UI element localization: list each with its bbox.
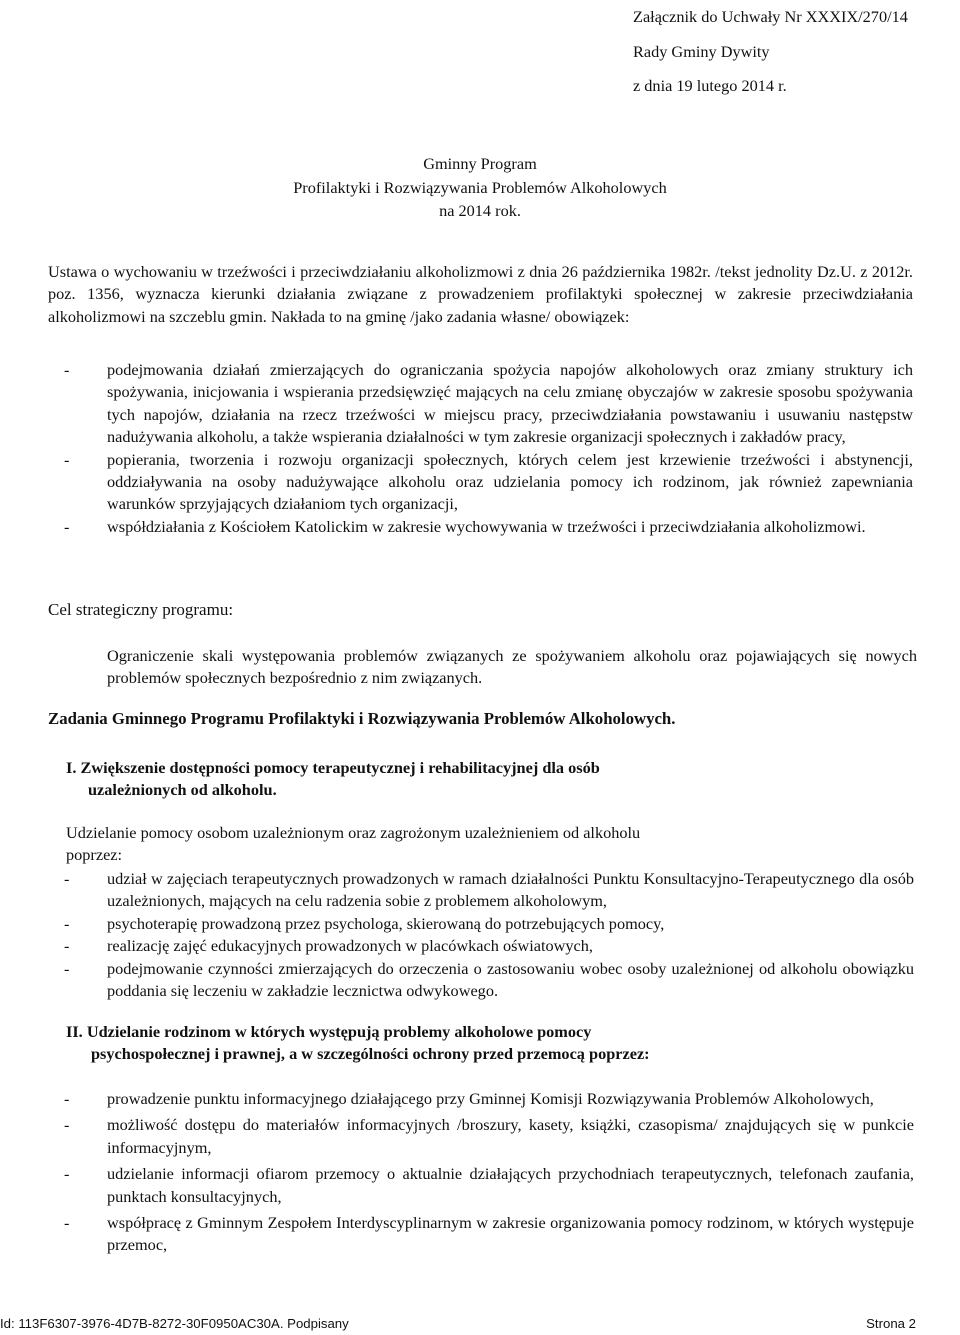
list-item [48,868,914,913]
dash-marker: - [64,913,70,933]
list-item-text: współpracę z Gminnym Zespołem Interdyscyplinarnym w zakresie organizowania pomocy rodzinom, w których występuje przemoc, [107,1213,914,1255]
section-2-heading-line-1: II. Udzielanie rodzinom w których występują problemy alkoholowe pomocy [66,1022,592,1041]
section-1-heading-line-1: I. Zwiększenie dostępności pomocy terapeutycznej i rehabilitacyjnej dla osób [66,758,600,777]
list-item-text: udział w zajęciach terapeutycznych prowadzonych w ramach działalności Punktu Konsultacyjno-Terapeutycznego dla osób uzależnionych, mających na celu radzenia sobie z problemem alkoholowym, [107,869,914,911]
section-1-intro [66,822,916,867]
program-title [0,152,960,223]
title-line-3: na 2014 rok. [439,201,521,220]
section-1-heading-line-2: uzależnionych od alkoholu. [88,780,277,800]
dash-marker: - [64,1213,70,1233]
list-item [48,1163,914,1208]
list-item [48,1088,914,1110]
dash-marker: - [64,936,70,956]
intro-paragraph [48,261,913,328]
list-item-text: podejmowanie czynności zmierzających do orzeczenia o zastosowaniu wobec osoby uzależnionej od alkoholu obowiązku poddania się leczeniu w zakładzie lecznictwa odwykowego. [107,958,914,1001]
dash-marker: - [64,449,70,469]
section-1-list [48,868,914,1002]
attachment-header [633,0,953,104]
list-item-text: współdziałania z Kościołem Katolickim w zakresie wychowywania w trzeźwości i przeciwdziałania alkoholizmowi. [107,516,866,536]
list-item-text: prowadzenie punktu informacyjnego działającego przy Gminnej Komisji Rozwiązywania Problemów Alkoholowych, [107,1089,874,1108]
title-line-2: Profilaktyki i Rozwiązywania Problemów Alkoholowych [293,177,667,197]
header-line-council: Rady Gminy Dywity [633,41,770,61]
list-item [48,958,914,1003]
list-item [48,1212,914,1257]
dash-marker: - [64,958,70,978]
strategic-goal-heading: Cel strategiczny programu: [48,600,234,619]
tasks-heading: Zadania Gminnego Programu Profilaktyki i Rozwiązywania Problemów Alkoholowych. [48,709,676,728]
list-item-text: udzielanie informacji ofiarom przemocy o aktualnie działających przychodniach terapeutycznych, telefonach zaufania, punktach konsultacyjnych, [107,1164,914,1206]
section-1-heading [66,757,866,802]
intro-text: Ustawa o wychowaniu w trzeźwości i przeciwdziałaniu alkoholizmowi z dnia 26 października 1982r. /tekst jednolity Dz.U. z 2012r. poz. 1356, wyznacza kierunki działania związane z prowadzeniem profilaktyki społecznej w zakresie przeciwdziałania alkoholizmowi na szczeblu gmin. Nakłada to na gminę /jako zadania własne/ obowiązek: [48,262,913,326]
page-number: Strona 2 [866,1316,916,1331]
list-item-text: psychoterapię prowadzoną przez psychologa, skierowaną do potrzebujących pomocy, [107,913,665,933]
obligations-list [48,359,913,538]
dash-marker: - [64,360,70,379]
header-line-resolution: Załącznik do Uchwały Nr XXXIX/270/14 [633,7,908,26]
list-item [48,516,913,538]
list-item [48,449,913,516]
list-item [48,1114,914,1159]
dash-marker: - [64,516,70,536]
section-2-heading-line-2: psychospołecznej i prawnej, a w szczególności ochrony przed przemocą poprzez: [91,1044,650,1064]
header-line-date: z dnia 19 lutego 2014 r. [633,76,787,95]
list-item [48,359,913,449]
strategic-goal-text: Ograniczenie skali występowania problemów związanych ze spożywaniem alkoholu oraz pojawiających się nowych problemów społecznych bezpośrednio z nim związanych. [107,646,917,688]
section-2-list [48,1088,914,1261]
section-1-intro-line-2: poprzez: [66,845,123,865]
dash-marker: - [64,1089,70,1108]
list-item [48,935,914,957]
document-id-footer: Id: 113F6307-3976-4D7B-8272-30F0950AC30A. Podpisany [0,1316,349,1331]
list-item-text: możliwość dostępu do materiałów informacyjnych /broszury, kasety, książki, czasopisma/ znajdujących się w punkcie informacyjnym, [107,1115,914,1157]
section-1-intro-line-1: Udzielanie pomocy osobom uzależnionym oraz zagrożonym uzależnieniem od alkoholu [66,823,641,842]
list-item-text: popierania, tworzenia i rozwoju organizacji społecznych, których celem jest krzewienie trzeźwości i abstynencji, oddziaływania na osoby nadużywające alkoholu oraz udzielania pomocy ich rodzinom, jak również zapewniania warunków sprzyjających działaniom tych organizacji, [107,449,913,514]
dash-marker: - [64,1164,70,1184]
title-line-1: Gminny Program [423,154,537,173]
list-item-text: realizację zajęć edukacyjnych prowadzonych w placówkach oświatowych, [107,936,593,956]
list-item-text: podejmowania działań zmierzających do ograniczania spożycia napojów alkoholowych oraz zmiany struktury ich spożywania, inicjowania i wspierania przedsięwzięć mających na celu zmianę obyczajów w zakresie sposobu spożywania tych napojów, działania na rzecz trzeźwości w miejscu pracy, przeciwdziałania powstawaniu i usuwaniu następstw nadużywania alkoholu, a także wspierania działalności w tym zakresie organizacji społecznych i zakładów pracy, [107,360,913,447]
dash-marker: - [64,1115,70,1135]
section-2-heading [66,1021,926,1066]
list-item [48,913,914,935]
dash-marker: - [64,869,70,888]
